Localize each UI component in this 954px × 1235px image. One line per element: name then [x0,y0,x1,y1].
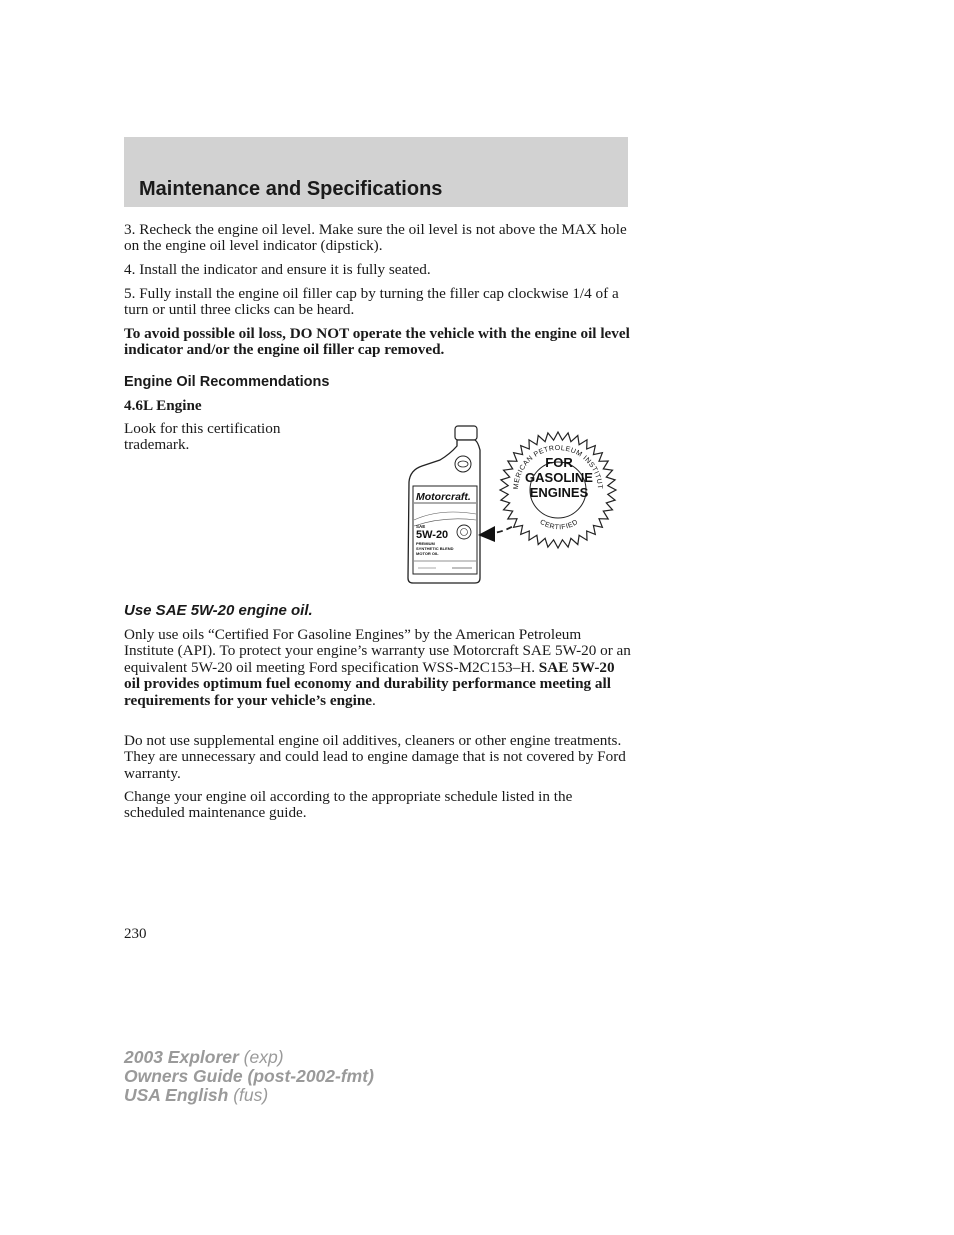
bottle-brand: Motorcraft. [416,491,471,503]
para1-end: . [372,691,376,709]
bottle-desc-2: SYNTHETIC BLEND [416,546,454,551]
footer-line-2: Owners Guide (post-2002-fmt) [124,1066,374,1086]
section-title: Maintenance and Specifications [139,178,443,200]
trademark-note: Look for this certification trademark. [124,420,281,454]
document-footer [124,1048,374,1105]
oil-certification-figure [400,420,630,590]
para1-bold-text: SAE 5W-20 oil provides optimum fuel economy and durability performance meeting all requirements for your vehicle’s engine [124,658,615,709]
step-3: 3. Recheck the engine oil level. Make sure the oil level is not above the MAX hole on the engine oil level indicator (dipstick). [124,221,627,255]
use-oil-heading: Use SAE 5W-20 engine oil. [124,602,313,619]
seal-line-3: ENGINES [529,485,589,500]
bottle-grade: 5W-20 [416,529,449,541]
footer-line-3: USA English (fus) [124,1085,269,1105]
engine-oil-heading: Engine Oil Recommendations [124,374,330,390]
seal-arc-top-text: MERICAN PETROLEUM INSTITUT [512,444,604,490]
bottle-desc-3: MOTOR OIL [416,551,439,556]
bottle-desc-1: PREMIUM [416,541,435,546]
section-header-band [124,137,628,207]
schedule-paragraph: Change your engine oil according to the appropriate schedule listed in the scheduled maintenance guide. [124,788,573,822]
engine-label: 4.6L Engine [124,397,202,414]
oil-recommendation-paragraph [124,627,632,709]
para1-text: Only use oils “Certified For Gasoline Engines” by the American Petroleum Institute (API). To protect your engine’s warranty use Motorcraft SAE 5W-20 or an equivalent 5W-20 oil meeting Ford specification WSS-M2C153–H. [124,626,631,676]
oil-bottle-icon [408,426,480,583]
additives-paragraph: Do not use supplemental engine oil additives, cleaners or other engine treatments. They are unnecessary and could lead to engine damage that is not covered by Ford warranty. [124,732,626,782]
seal-line-1: FOR [545,455,573,470]
seal-arc-bottom-text: CERTIFIED [538,518,580,532]
figure-svg [400,420,630,590]
seal-line-2: GASOLINE [525,470,593,485]
warning-text: To avoid possible oil loss, DO NOT operate the vehicle with the engine oil level indicator and/or the engine oil filler cap removed. [124,325,630,359]
step-5: 5. Fully install the engine oil filler cap by turning the filler cap clockwise 1/4 of a turn or until three clicks can be heard. [124,285,619,319]
page-number: 230 [124,926,147,942]
step-4: 4. Install the indicator and ensure it is fully seated. [124,261,431,278]
footer-line-1: 2003 Explorer (exp) [124,1047,284,1067]
bottle-sae: SAE [416,524,426,529]
